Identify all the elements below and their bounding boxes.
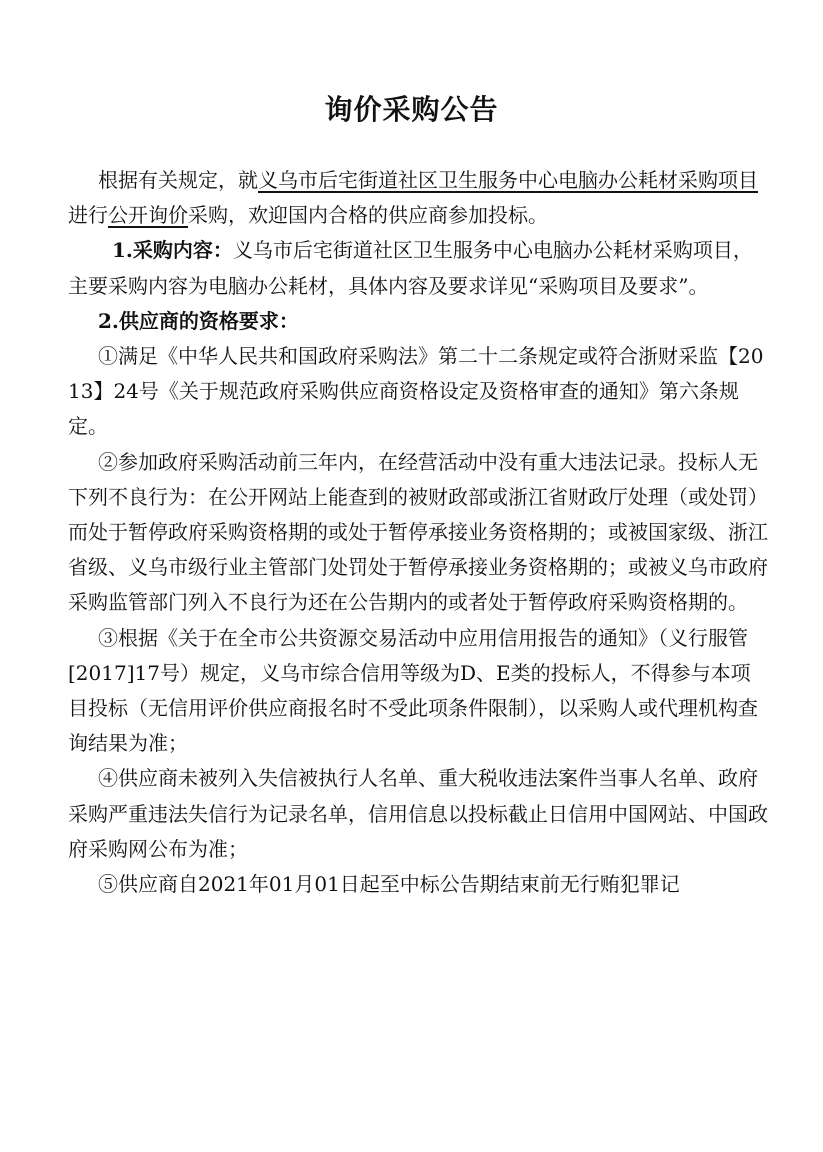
intro-text-2: 进行 bbox=[68, 203, 108, 228]
intro-text-1: 根据有关规定，就 bbox=[98, 168, 258, 192]
qualification-item-3: ③根据《关于在全市公共资源交易活动中应用信用报告的通知》（义行服管[2017]17号）规定，义乌市综合信用等级为D、E类的投标人，不得参与本项目投标（无信用评价供应商报名时不受此项条件限制），以采购人或代理机构查询结果为准； bbox=[68, 625, 758, 756]
intro-text-3: 采购，欢迎国内合格的供应商参加投标。 bbox=[188, 203, 548, 228]
section-2-heading: 2.供应商的资格要求： bbox=[98, 308, 299, 333]
document-title: 询价采购公告 bbox=[324, 93, 499, 126]
intro-paragraph bbox=[68, 163, 768, 233]
qualification-item-4: ④供应商未被列入失信被执行人名单、重大税收违法案件当事人名单、政府采购严重违法失信行为记录名单，信用信息以投标截止日信用中国网站、中国政府采购网公布为准； bbox=[68, 766, 768, 861]
qualification-item-5: ⑤供应商自2021年01月01日起至中标公告期结束前无行贿犯罪记 bbox=[98, 872, 680, 897]
procurement-method: 公开询价 bbox=[108, 203, 188, 228]
section-1-paragraph bbox=[68, 233, 768, 303]
section-1-heading: 1.采购内容： bbox=[112, 238, 233, 263]
document-body bbox=[68, 163, 768, 902]
qualification-item-2: ②参加政府采购活动前三年内，在经营活动中没有重大违法记录。投标人无下列不良行为：在公开网站上能查到的被财政部或浙江省财政厅处理（或处罚）而处于暂停政府采购资格期的或处于暂停承接业务资格期的；或被国家级、浙江省级、义乌市级行业主管部门处罚处于暂停承接业务资格期的；或被义乌市政府采购监管部门列入不良行为还在公告期内的或者处于暂停政府采购资格期的。 bbox=[68, 449, 768, 615]
project-name: 义乌市后宅街道社区卫生服务中心电脑办公耗材采购项目 bbox=[258, 168, 758, 192]
qualification-item-1: ①满足《中华人民共和国政府采购法》第二十二条规定或符合浙财采监【2013】24号《关于规范政府采购供应商资格设定及资格审查的通知》第六条规定。 bbox=[68, 344, 764, 439]
section-1-text: 义乌市后宅街道社区卫生服务中心电脑办公耗材采购项目，主要采购内容为电脑办公耗材，具体内容及要求详见“采购项目及要求”。 bbox=[68, 238, 753, 298]
section-2-heading-paragraph bbox=[68, 304, 768, 339]
